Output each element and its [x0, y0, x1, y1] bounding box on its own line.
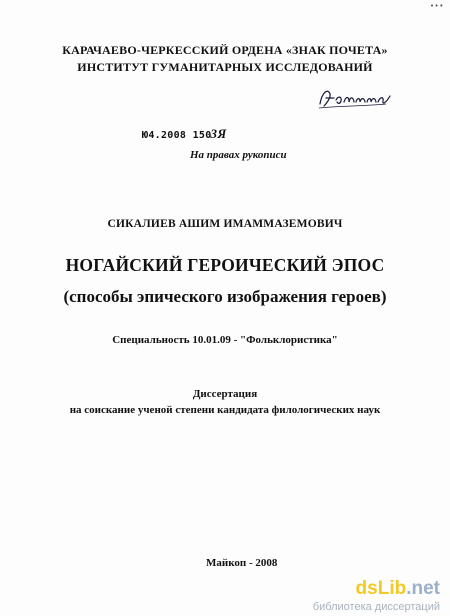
document-type: Диссертация	[192, 388, 258, 400]
watermark-brand	[313, 579, 440, 599]
watermark-brand-suffix: .net	[406, 578, 440, 599]
registry-stamp	[142, 126, 227, 142]
author-name: СИКАЛИЕВ АШИМ ИМАММАЗЕМОВИЧ	[107, 218, 343, 230]
city-year: Майкоп - 2008	[206, 557, 278, 569]
dissertation-title: НОГАЙСКИЙ ГЕРОИЧЕСКИЙ ЭПОС	[65, 255, 385, 275]
institution-line-2: ИНСТИТУТ ГУМАНИТАРНЫХ ИССЛЕДОВАНИЙ	[77, 60, 373, 74]
degree-line: на соискание ученой степени кандидата филологических наук	[69, 404, 381, 416]
watermark-brand-main: dsLib	[355, 578, 407, 599]
scan-mark: •••	[429, 2, 444, 10]
watermark-logo	[313, 579, 440, 613]
registry-number: Ю4.2008 150	[142, 130, 212, 141]
registry-handwritten-suffix: 3Я	[210, 126, 227, 141]
dissertation-subtitle: (способы эпического изображения героев)	[63, 287, 387, 306]
watermark-tagline: библиотека диссертаций	[312, 601, 440, 613]
manuscript-rights: На правах рукописи	[190, 149, 287, 161]
institution-line-1: КАРАЧАЕВО-ЧЕРКЕССКИЙ ОРДЕНА «ЗНАК ПОЧЕТА»	[62, 43, 388, 57]
specialty-line: Специальность 10.01.09 - "Фольклористика"	[112, 334, 338, 346]
handwritten-signature	[316, 84, 396, 112]
